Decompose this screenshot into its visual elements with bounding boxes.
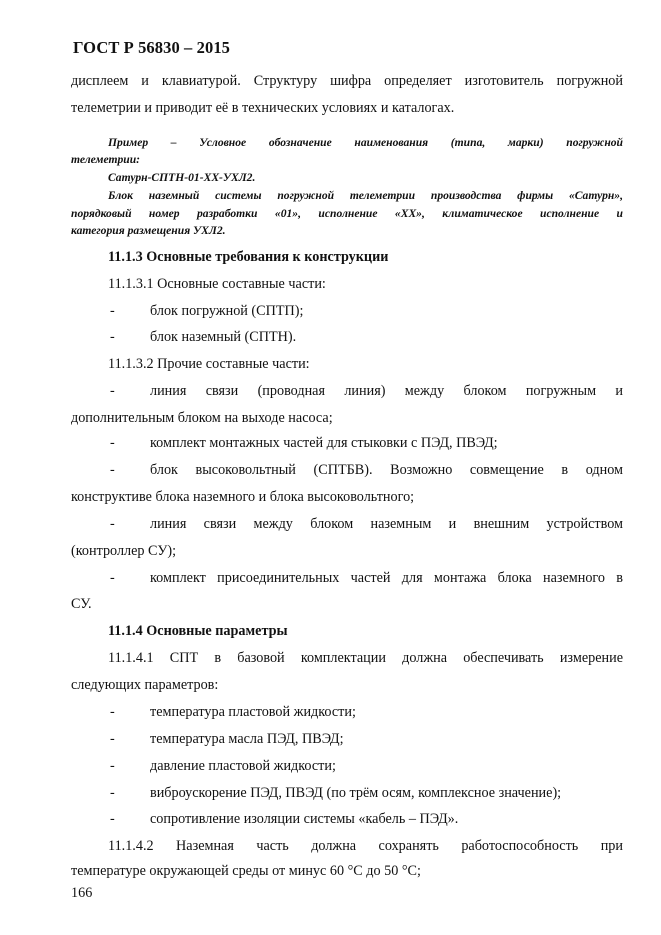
intro-line-1: дисплеем и клавиатурой. Структуру шифра определяет изготовитель погружной: [71, 73, 623, 89]
list-item-continuation: СУ.: [71, 596, 92, 612]
list-item: сопротивление изоляции системы «кабель – ПЭД».: [150, 811, 459, 827]
list-dash: -: [110, 383, 115, 399]
list-item: линия связи (проводная линия) между блоком погружным и: [150, 383, 623, 399]
list-item: температура масла ПЭД, ПВЭД;: [150, 731, 344, 747]
list-item-continuation: (контроллер СУ);: [71, 543, 177, 559]
example-line-4: Блок наземный системы погружной телеметрии производства фирмы «Сатурн»,: [108, 189, 623, 202]
list-item: линия связи между блоком наземным и внешним устройством: [150, 516, 623, 532]
list-item-continuation: конструктиве блока наземного и блока высоковольтного;: [71, 489, 415, 505]
section-heading-1113: 11.1.3 Основные требования к конструкции: [108, 249, 389, 265]
list-dash: -: [110, 516, 115, 532]
list-dash: -: [110, 758, 115, 774]
intro-line-2: телеметрии и приводит её в технических условиях и каталогах.: [71, 100, 455, 116]
list-item: виброускорение ПЭД, ПВЭД (по трём осям, комплексное значение);: [150, 785, 562, 801]
list-dash: -: [110, 462, 115, 478]
example-line-5: порядковый номер разработки «01», исполнение «ХХ», климатическое исполнение и: [71, 207, 623, 220]
section-heading-1114: 11.1.4 Основные параметры: [108, 623, 288, 639]
example-line-2: телеметрии:: [71, 153, 141, 166]
paragraph-continuation: температуре окружающей среды от минус 60 °С до 50 °С;: [71, 863, 421, 879]
page-number: 166: [71, 885, 93, 901]
list-dash: -: [110, 731, 115, 747]
list-item: комплект присоединительных частей для монтажа блока наземного в: [150, 570, 623, 586]
list-dash: -: [110, 570, 115, 586]
paragraph-111312: 11.1.3.2 Прочие составные части:: [108, 356, 310, 372]
list-item: комплект монтажных частей для стыковки с ПЭД, ПВЭД;: [150, 435, 498, 451]
list-item: блок погружной (СПТП);: [150, 303, 304, 319]
list-item-continuation: дополнительным блоком на выходе насоса;: [71, 410, 333, 426]
list-item: давление пластовой жидкости;: [150, 758, 336, 774]
paragraph-111311: 11.1.3.1 Основные составные части:: [108, 276, 326, 292]
paragraph-111411: 11.1.4.1 СПТ в базовой комплектации должна обеспечивать измерение: [108, 650, 623, 666]
list-dash: -: [110, 785, 115, 801]
list-dash: -: [110, 435, 115, 451]
list-dash: -: [110, 303, 115, 319]
paragraph-continuation: следующих параметров:: [71, 677, 219, 693]
list-item: температура пластовой жидкости;: [150, 704, 356, 720]
list-dash: -: [110, 329, 115, 345]
paragraph-111412: 11.1.4.2 Наземная часть должна сохранять работоспособность при: [108, 838, 623, 854]
list-dash: -: [110, 704, 115, 720]
example-line-1: Пример – Условное обозначение наименования (типа, марки) погружной: [108, 136, 623, 149]
example-line-6: категория размещения УХЛ2.: [71, 224, 226, 237]
list-item: блок наземный (СПТН).: [150, 329, 297, 345]
list-dash: -: [110, 811, 115, 827]
list-item: блок высоковольтный (СПТБВ). Возможно совмещение в одном: [150, 462, 623, 478]
example-line-3: Сатурн-СПТН-01-ХХ-УХЛ2.: [108, 171, 256, 184]
document-header: ГОСТ Р 56830 – 2015: [73, 38, 231, 57]
